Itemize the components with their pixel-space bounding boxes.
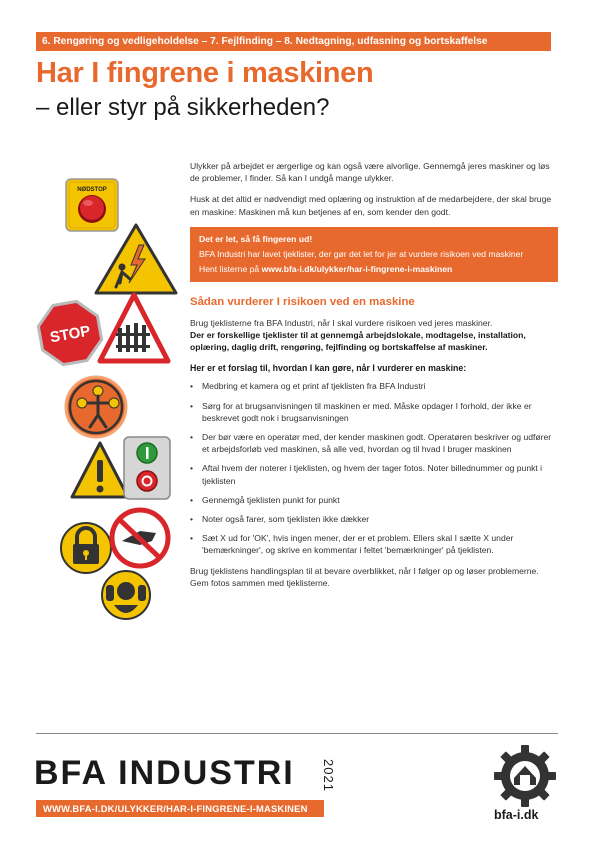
list-heading: Her er et forslag til, hvordan I kan gøre, når I vurderer en maskine: [190,363,467,374]
main-content [190,160,558,598]
list-item: • Gennemgå tjeklisten punkt for punkt [190,494,558,506]
electric-hazard-icon [96,225,176,293]
stop-sign-icon [36,298,105,368]
footer-url[interactable]: WWW.BFA-I.DK/ULYKKER/HAR-I-FINGRENE-I-MASKINEN [36,800,324,817]
emergency-stop-icon [66,179,118,231]
safety-figure-icon [66,377,126,437]
stop-sign-label: STOP [48,322,92,347]
intro-paragraph-1: Ulykker på arbejdet er ærgerlige og kan også være alvorlige. Gennemgå jeres maskiner og løs de problemer, I finder. Så kan I undgå mange ulykker. [190,161,550,184]
intro-paragraph-2: Husk at det altid er nødvendigt med oplæring og instruktion af de medarbejdere, der skal bruge en maskine: Maskinen må kun betjenes af en, som kender den godt. [190,194,552,217]
fence-warning-icon [100,295,168,361]
emergency-stop-label: NØDSTOP [77,187,107,193]
bfa-logo-icon [493,745,557,807]
list-item: • Sæt X ud for 'OK', hvis ingen mener, der er et problem. Ellers skal I sætte X under 'bemærkninger', og skrive en kommentar i feltet 'bemærkninger' på tjeklisten. [190,532,558,556]
page-title: Har I fingrene i maskinen [36,57,374,89]
brand-name: BFA INDUSTRI [34,754,295,792]
year-label-wrapper [320,752,342,800]
list-item: • Der bør være en operatør med, der kender maskinen godt. Operatøren beskriver og udfører et arbejdsforløb ved maskinen, så alle ved, hvordan og til hvad I bruger maskinen [190,431,558,455]
section-bold-text: Der er forskellige tjeklister til at gennemgå arbejdslokale, modtagelse, installation, oplæring, daglig drift, rengøring, fejlfinding og bortskaffelse af maskiner. [190,329,526,353]
tips-list [190,380,558,556]
footer-divider [36,733,558,734]
callout-heading: Det er let, så få fingeren ud! [199,233,313,244]
callout-link-line [199,263,549,275]
list-item: • Sørg for at brugsanvisningen til maskinen er med. Måske opdager I forhold, der ikke er beskrevet godt nok i brugsanvisningen [190,400,558,424]
callout-box [190,227,558,283]
section-text: Brug tjeklisterne fra BFA Industri, når I skal vurdere risikoen ved jeres maskiner. [190,317,493,328]
logo-text: bfa-i.dk [494,808,539,822]
section-heading: Sådan vurderer I risikoen ved en maskine [190,296,415,309]
list-item: • Aftal hvem der noterer i tjeklisten, og hvem der tager fotos. Noter billednummer og punkt i tjeklisten [190,462,558,486]
page-subtitle: – eller styr på sikkerheden? [36,94,330,121]
closing-paragraph: Brug tjeklistens handlingsplan til at bevare overblikket, når I følger op og løser problemerne. Gem fotos sammen med tjeklisterne. [190,565,539,588]
ear-protection-icon [102,571,150,619]
exclamation-warning-icon [72,443,128,497]
list-item: • Noter også farer, som tjeklisten ikke dækker [190,513,558,525]
callout-link[interactable]: www.bfa-i.dk/ulykker/har-i-fingrene-i-maskinen [261,264,453,275]
no-hands-icon [112,510,168,566]
year-label: 2021 [320,759,336,792]
list-item: • Medbring et kamera og et print af tjeklisten fra BFA Industri [190,380,558,392]
callout-body: BFA Industri har lavet tjeklister, der gør det let for jer at vurdere risikoen ved maskiner [199,249,524,260]
padlock-icon [61,523,111,573]
section-paragraph [190,317,558,354]
breadcrumb: 6. Rengøring og vedligeholdelse – 7. Fejlfinding – 8. Nedtagning, udfasning og bortskaffelse [36,32,551,51]
safety-icons [36,175,186,635]
control-panel-icon [124,437,170,499]
callout-link-prefix: Hent listerne på [199,264,262,275]
